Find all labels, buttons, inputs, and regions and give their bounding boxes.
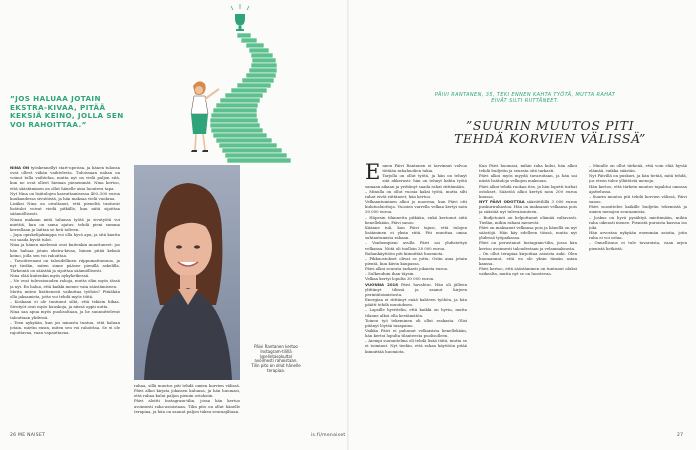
right-column-2 <box>479 163 577 438</box>
paragraph: työskennellyt start-upeissa, ja hänen tulonsa ovat olleet vähän vaihtelevia. Tuloissaan nahan on voinut tulla vaihtelua, mutta nyt on vielä paljon sitä, kun ne ovat olleet hieman pienemmät. Nina kertoo, että säästäminen on ollut hänelle aina luonteva tapa. <box>10 165 120 191</box>
drop-cap: E <box>365 163 381 184</box>
paragraph: Nina ja hänen mielensä ovat kuitenkin muuttuneet: jos hän haluaa jotain ekstra-kivaa, hänen pitää keksiä keino, jolla sen voi rahoittaa. <box>10 242 120 258</box>
staircase <box>210 33 291 163</box>
paragraph: – Ne ovat tulevaisuuden rahoja, mutta elän myös tässä ja nyt. En halua, että kaikki menee vain säästämiseen. <box>10 278 120 289</box>
paragraph: – Teen nykyään, kun jos minusta tuntuu, että haluan jotain, mietin ensin, miten sen voi rahoittaa. Se ei ole rajoittavaa, vaan vapauttavaa. <box>10 319 120 335</box>
left-column-2 <box>134 383 240 438</box>
paragraph: – Suurin muutos piti tehdä korvien välissä, Päivi sanoo. <box>589 193 687 205</box>
article-headline: ”SUURIN MUUTOS PITI TEHDÄ KORVIEN VÄLISSÄ” <box>454 118 646 146</box>
paragraph: Päivi suosittelee kaikille budjetin tekemistä ja omien menojen seuraamista. <box>589 204 687 215</box>
paragraph: – Sulkeuduin ihan täysin. <box>365 271 415 277</box>
paragraph: – Minulle on ollut tärkeää, että voin elää hyvää elämää, vaikka säästän. <box>589 163 687 174</box>
paragraph: Toinen työ tekeminen oli ollut raskasta. Olisi pitänyt löytää tasapaino. <box>365 317 467 328</box>
paragraph: Nina saa apua myös puolisoltaan, ja he suunnittelevat talouttaan yhdessä. <box>10 309 120 320</box>
paragraph: Päivi alkoi seurata tarkasti jokaista euroa. <box>365 266 449 272</box>
paragraph: – Pikkuostokset olivat se juttu. Ostin aina jotain pientä, kun kävin kaupassa. <box>365 255 467 266</box>
paragraph: Kun Päivi huomasi, mihin raha kului, hän alkoi tehdä budjetin ja seurata sitä tarkasti. <box>479 163 577 174</box>
paragraph: Päivi on maksanut velkansa pois ja hänellä on nyt säästöjä. Hän käy edelleen töissä, mutta nyt yhdessä työpaikassa. <box>479 224 577 241</box>
paragraph: – On ollut terapiaa kirjoittaa asioista auki. Olen huomannut, että en ole yksin tämän asian kanssa. <box>479 250 577 266</box>
paragraph: Päivi havahtui. Hän oli jälleen ylittänyt tilinsä ja saanut kirjeen perintätoimistosta. <box>365 281 467 297</box>
paragraph: – Lapsille hyvittelin, että kaikki on hyvin, mutta tilanne alkoi olla kestämätön. <box>365 307 467 318</box>
portrait-photo <box>134 165 240 380</box>
paragraph: Päivi alkoi tehdä ruokaa itse, ja hän lopetti turhat ostokset. Säästöä alkoi kertyä noin 200 euroa kuussa. <box>479 183 577 199</box>
paragraph: Velkaa kertyi lopulta 30 000 euroa. <box>365 276 435 282</box>
trophy-icon <box>231 4 249 31</box>
paragraph: – Budjetointi on helpottanut elämää valtavasti. Tiedän, mihin rahani menevät. <box>479 214 577 225</box>
paragraph: – Tavoitteenani on taloudellinen riippumattomuus, ja nyt tiedän, miten sinne pääsee pienillä askelilla. Tärkeintä on säästää ja sijoittaa säännöllisesti. <box>10 257 120 274</box>
paragraph: – Aiempi suunnitelma oli tehdä lisää töitä, mutta se ei toiminut. Nyt tiedän, että rahan käyttöön pitää kiinnittää huomiota. <box>365 338 467 354</box>
paragraph: Tarjolla on ollut työtä, ja hän on tehnyt sitä ahkerasti: hän on tehnyt kahta työtä samaan aikaan ja yrittänyt saada rahat riittämään. <box>365 173 467 189</box>
subhead: NYT PÄIVI ODOTTAA <box>479 199 525 205</box>
folio-left: 26 ME NAISET <box>10 433 46 438</box>
pull-quote: ”JOS HALUAA JOTAIN EKSTRA-KIVAA, PITÄÄ KEKSIÄ KEINO, JOLLA SEN VOI RAHOITTAA.” <box>10 94 124 129</box>
paragraph: – Joskus on hyvä pysähtyä miettimään, mihin raha oikeasti menee. Pienistä puroista kasvaa iso joki. <box>589 214 687 230</box>
paragraph: Mutta miten lisätienesti vaikuttaa työhön? Pitäähän olla jaksamista, jotta voi tehdä myös töitä. <box>10 288 120 299</box>
paragraph: Ninan mukaan mitä tahansa työtä ja sivutyötä voi miettiä, kun on sama ajatus: tehdä pieni summa kerrallaan ja laittaa se heti talteen. <box>10 216 120 232</box>
paragraph: Rahankäyttöön piti kiinnittää huomiota. <box>365 250 444 256</box>
paragraph: Hän arvostaa nykyään enemmän asioita, joita raha ei voi ostaa. <box>589 230 687 241</box>
paragraph: nnen Päivi Rantanen ei tarvinnut valvoa töitään rahahuolien takia. <box>382 163 467 174</box>
paragraph: Päivi aloitti Instagram-tilin, jossa hän kertoo avoimesti raha-asioistaan. Tilin pito on ollut hänelle terapiaa, ja hän on saanut paljon tukea seuraajiltaan. <box>134 398 240 414</box>
paragraph: Nyt Päivillä on puskuri, ja hän tietää, mitä tehdä, jos eteen tulee yllättäviä menoja. <box>589 173 687 184</box>
paragraph: – Minulla on ollut vuosia kaksi työtä, mutta silti rahat eivät riittäneet, hän kertoo. <box>365 188 467 199</box>
folio-right: 27 <box>677 433 684 438</box>
right-column-3 <box>589 163 687 438</box>
right-column-1 <box>365 163 467 438</box>
lead-in: NINA ON <box>10 165 30 170</box>
paragraph: Energiaa ei riittänyt enää kahteen työhön, ja hän päätti tehdä muutoksen. <box>365 297 467 308</box>
paragraph: Hän kertoo, että tärkein muutos tapahtui omassa ajattelussa. <box>589 183 687 194</box>
paragraph: Nina elää kuitenkin myös nykyhetkessä. <box>10 273 90 279</box>
article-deck: PÄIVI RANTANEN, 35, TEKI ENNEN KAHTA TYÖTÄ, MUTTA RAHAT EIVÄT SILTI RIITTÄNEET. <box>434 92 616 104</box>
paragraph: Päivi on perustanut Instagram-tilin, jossa hän kertoo avoimesti taloudestaan ja velanmaksusta. <box>479 240 577 251</box>
paragraph: Lisäksi Nina on oivaltanut, että pieneltä tuntuvat lisätulot voivat viedä pitkälle, kun niitä sijoittaa säännöllisesti. <box>10 201 120 217</box>
paragraph: – Jopa opiskelijakimppa voi olla hyvä apu, ja sitä kautta voi saada hyvät tulot. <box>10 232 120 243</box>
paragraph: Vaikka Päivi ei puhunut velkaisista kenellekään, hän kertoi lopulta tilanteesta puolisolleen. <box>365 328 467 339</box>
portrait-image <box>134 165 240 380</box>
paragraph: säästötilillä 3 000 euroa puskurirahastoa. Hän on maksanut velkansa pois ja säästää nyt tulevaisuuteen. <box>479 199 577 215</box>
folio-url: is.fi/menaiset <box>311 433 346 438</box>
paragraph: – Onnellisuus ei tule tavaroista, vaan arjen pienistä hetkistä. <box>589 240 687 251</box>
paragraph: Päivi alkoi myös myydä tavaroitaan, ja hän sai niistä lisätuloja velkojen maksuun. <box>479 173 577 184</box>
subhead: VUONNA 2018 <box>365 281 398 287</box>
paragraph: – Koskaan ei ole tuntunut siltä, että tekisin liikaa. Sivutyöt ovat myös hauskoja, ja niissä oppii uutta. <box>10 299 120 310</box>
paragraph: – Vanhempieni avulla Päivi sai yhdistettyä velkansa. Niitä oli tuolloin 28 000 euroa. <box>365 240 467 251</box>
photo-caption: Päivi Rantanen kertoo Instagram-tilillä (@elintasokulta) avoimesti rahoistaan. Tilin pito on ollut hänelle terapiaa. <box>251 344 301 373</box>
paragraph: rahaa, sillä muutos piti tehdä omien korvien välissä. Päivi alkoi kirjata jokaisen kulunsa, ja hän huomasi, että rahaa kului paljon pieniin ostoksiin. <box>134 383 240 399</box>
left-column-1 <box>10 165 120 435</box>
paragraph: Velkaantuminen alkoi jo nuorena, kun Päivi otti kulutusluottoja. Vuosien varrella velkaa kertyi noin 30 000 euroa. <box>365 199 467 215</box>
paragraph: Päivi kertoo, että säästäminen on tuntunut aluksi vaikealta, mutta nyt se on luontevaa. <box>479 266 577 277</box>
paragraph: Nyt Nina on lisätulojen kasvattamisessa 400–500 euroa kuukaudessa sivutöistä, ja hän maksaa vielä vuokraa. <box>10 190 120 201</box>
stairs-illustration <box>175 0 355 175</box>
paragraph: – Häpesin tilannetta pitkään, enkä kertonut siitä kenellekään, Päivi sanoo. <box>365 214 467 225</box>
paragraph: Käänne tuli, kun Päivi tajusi, että tulojen lisääminen ei yksin riitä. Piti muuttaa omaa suhtautumista rahaan. <box>365 224 467 241</box>
